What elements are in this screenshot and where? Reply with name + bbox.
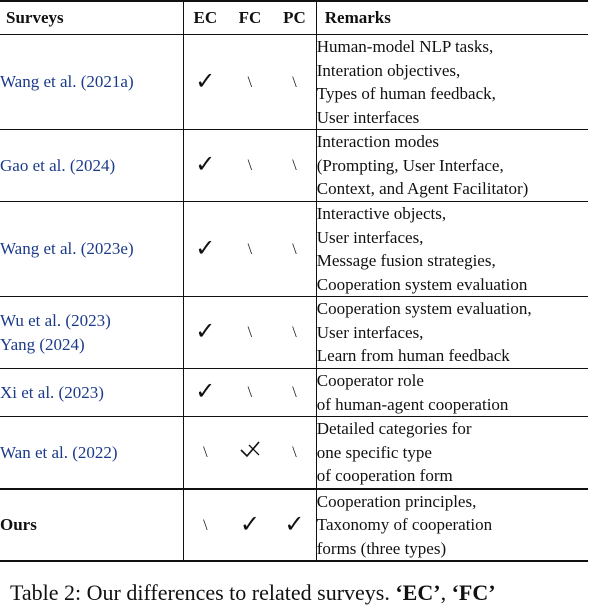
remark-line: one specific type	[316, 442, 432, 462]
check-mark-icon: ✓	[195, 377, 216, 406]
remark-line: Taxonomy of cooperation	[316, 515, 493, 534]
remark-line: Message fusion strategies,	[316, 251, 496, 270]
fc-cell	[227, 130, 273, 202]
not-covered-mark: \	[292, 240, 297, 258]
ec-cell	[183, 130, 226, 202]
caption-prefix: Table 2: Our differences to related surveys.	[10, 580, 396, 605]
survey-cell	[0, 202, 183, 297]
fc-cell	[227, 202, 273, 297]
pc-cell	[273, 417, 316, 489]
table-row	[0, 130, 588, 202]
remarks-cell	[316, 297, 588, 369]
fc-cell	[227, 369, 273, 417]
survey-citation[interactable]: Wang et al. (2021a)	[0, 72, 134, 92]
survey-citation[interactable]: Yang (2024)	[0, 334, 85, 354]
not-covered-mark: \	[247, 384, 253, 402]
remark-line: Cooperation principles,	[316, 491, 477, 511]
table-row	[0, 369, 588, 417]
remark-line: Interactive objects,	[316, 204, 447, 223]
remark-line: Context, and Agent Facilitator)	[316, 179, 529, 199]
remark-line: Detailed categories for	[316, 419, 472, 438]
table-caption	[10, 578, 600, 608]
survey-citation[interactable]: Wu et al. (2023)	[0, 311, 111, 330]
check-mark-icon: ✓	[195, 66, 216, 95]
survey-cell	[0, 130, 183, 202]
fc-cell	[227, 417, 273, 489]
survey-citation[interactable]: Xi et al. (2023)	[0, 382, 104, 402]
survey-citation[interactable]: Gao et al. (2024)	[0, 155, 116, 175]
check-mark-icon: ✓	[195, 317, 216, 346]
survey-cell	[0, 489, 183, 562]
header-ec: EC	[183, 1, 226, 35]
not-covered-mark: \	[203, 444, 208, 461]
crossed-check-icon	[239, 439, 261, 459]
ec-cell	[183, 202, 226, 297]
pc-cell	[273, 489, 316, 562]
not-covered-mark: \	[203, 516, 208, 534]
header-surveys: Surveys	[0, 1, 183, 35]
remark-line: forms (three types)	[316, 538, 447, 558]
survey-citation[interactable]: Wan et al. (2022)	[0, 442, 118, 462]
not-covered-mark: \	[292, 157, 297, 175]
caption-separator: ,	[440, 580, 452, 605]
check-mark-icon: ✓	[284, 509, 305, 538]
not-covered-mark: \	[247, 157, 253, 175]
remark-line: User interfaces	[316, 107, 420, 127]
pc-cell	[273, 130, 316, 202]
ec-cell	[183, 417, 226, 489]
not-covered-mark: \	[292, 73, 297, 91]
ours-label: Ours	[0, 515, 37, 534]
check-mark-icon: ✓	[195, 150, 216, 179]
pc-cell	[273, 202, 316, 297]
remarks-cell	[316, 417, 588, 489]
remark-line: of cooperation form	[316, 466, 453, 485]
remarks-cell	[316, 35, 588, 130]
table-row	[0, 35, 588, 130]
table-row	[0, 202, 588, 297]
remark-line: Types of human feedback,	[316, 84, 496, 103]
not-covered-mark: \	[292, 444, 297, 461]
header-fc: FC	[227, 1, 273, 35]
remark-line: Human-model NLP tasks,	[316, 37, 494, 56]
survey-cell	[0, 369, 183, 417]
check-mark-icon: ✓	[195, 233, 216, 262]
fc-cell	[227, 489, 273, 562]
table-header	[0, 1, 588, 35]
header-remarks: Remarks	[316, 1, 588, 35]
not-covered-mark: \	[247, 240, 253, 258]
remark-line: Interation objectives,	[316, 60, 461, 80]
not-covered-mark: \	[292, 384, 297, 402]
remark-line: (Prompting, User Interface,	[316, 155, 504, 175]
fc-cell	[227, 297, 273, 369]
remarks-cell	[316, 489, 588, 562]
fc-cell	[227, 35, 273, 130]
table-row	[0, 417, 588, 489]
not-covered-mark: \	[247, 324, 253, 342]
ec-cell	[183, 369, 226, 417]
remark-line: User interfaces,	[316, 227, 424, 247]
caption-fc-label: ‘FC’	[451, 580, 496, 605]
remark-line: Interaction modes	[316, 132, 440, 152]
remark-line: User interfaces,	[316, 322, 424, 342]
survey-cell	[0, 297, 183, 369]
remark-line: Learn from human feedback	[316, 346, 510, 366]
ec-cell	[183, 297, 226, 369]
header-row	[0, 1, 588, 35]
survey-cell	[0, 35, 183, 130]
check-mark-icon: ✓	[239, 509, 260, 538]
table-row	[0, 297, 588, 369]
remarks-cell	[316, 369, 588, 417]
remark-line: Cooperation system evaluation,	[316, 299, 532, 319]
ec-cell	[183, 35, 226, 130]
pc-cell	[273, 35, 316, 130]
survey-cell	[0, 417, 183, 489]
not-covered-mark: \	[292, 324, 297, 342]
pc-cell	[273, 369, 316, 417]
pc-cell	[273, 297, 316, 369]
remark-line: of human-agent cooperation	[316, 394, 509, 414]
ec-cell	[183, 489, 226, 562]
remarks-cell	[316, 130, 588, 202]
remarks-cell	[316, 202, 588, 297]
table-row	[0, 489, 588, 562]
header-pc: PC	[273, 1, 316, 35]
survey-citation[interactable]: Wang et al. (2023e)	[0, 239, 134, 259]
not-covered-mark: \	[247, 73, 253, 91]
table-body	[0, 35, 588, 562]
remark-line: Cooperation system evaluation	[316, 274, 528, 294]
caption-ec-label: ‘EC’	[395, 580, 441, 605]
remark-line: Cooperator role	[316, 371, 424, 390]
